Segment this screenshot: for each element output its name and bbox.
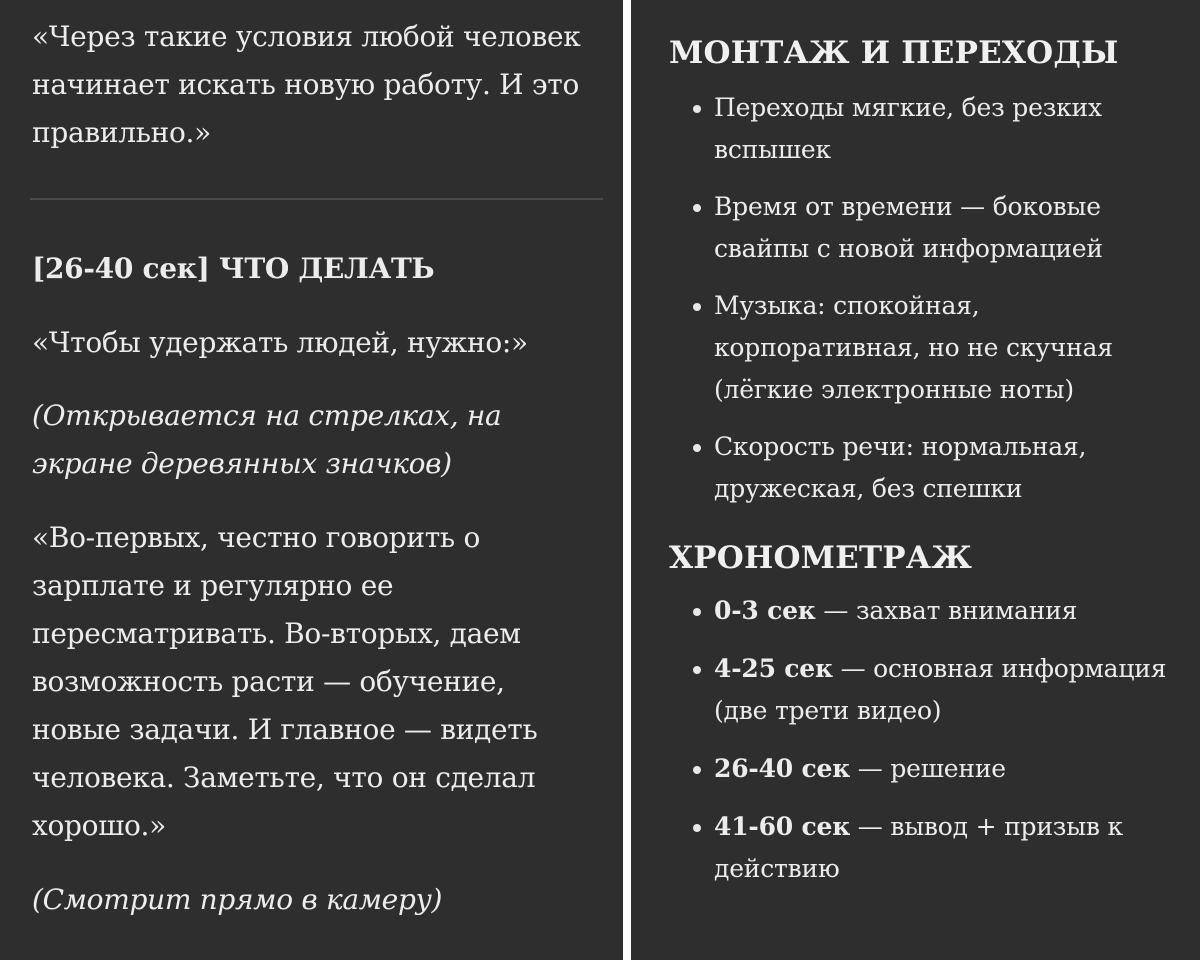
divider [30, 198, 603, 200]
list-item: Переходы мягкие, без резких вспышек [669, 87, 1180, 171]
timing-desc: — решение [850, 754, 1006, 783]
bullet-icon [693, 766, 701, 774]
section-heading [32, 245, 593, 293]
stage-direction: (Смотрит прямо в камеру) [32, 883, 443, 916]
timing-range: 26-40 сек [714, 754, 851, 783]
timing-heading: ХРОНОМЕТРАЖ [669, 540, 973, 576]
bullet-icon [693, 666, 701, 674]
bullet-icon [693, 444, 701, 452]
list-item [669, 648, 1180, 732]
bullet-icon [693, 204, 701, 212]
quote-paragraph: «Через такие условия любой человек начинает искать новую работу. И это правильно.» [32, 20, 581, 149]
stage-direction: (Открывается на стрелках, на экране деревянных значков) [32, 399, 502, 480]
bullet-icon [693, 824, 701, 832]
timing-range: 41-60 сек [714, 812, 851, 841]
editing-heading: МОНТАЖ И ПЕРЕХОДЫ [669, 35, 1119, 71]
list-item: Скорость речи: нормальная, дружеская, без спешки [669, 426, 1180, 510]
list-item [669, 806, 1180, 890]
bullet-icon [693, 303, 701, 311]
section-timing: [26-40 сек] [32, 252, 210, 285]
timing-range: 0-3 сек [714, 596, 816, 625]
quote-paragraph: «Во-первых, честно говорить о зарплате и регулярно ее пересматривать. Во-вторых, даем возможность расти — обучение, новые задачи. И главное — видеть человека. Заметьте, что он сделал хорошо.» [32, 521, 538, 842]
list-item [669, 590, 1180, 632]
list-item: Время от времени — боковые свайпы с новой информацией [669, 186, 1180, 270]
bullet-icon [693, 105, 701, 113]
timing-desc: — основная информация (две трети видео) [714, 654, 1167, 725]
quote-paragraph: «Чтобы удержать людей, нужно:» [32, 326, 528, 359]
timing-range: 4-25 сек [714, 654, 833, 683]
timing-list [669, 590, 1180, 890]
timing-desc: — вывод + призыв к действию [714, 812, 1123, 883]
list-item: Музыка: спокойная, корпоративная, но не скучная (лёгкие электронные ноты) [669, 285, 1180, 411]
bullet-icon [693, 608, 701, 616]
right-panel [631, 0, 1200, 960]
editing-list [669, 87, 1180, 510]
list-item [669, 748, 1180, 790]
timing-desc: — захват внимания [815, 596, 1078, 625]
section-title: ЧТО ДЕЛАТЬ [219, 252, 435, 285]
